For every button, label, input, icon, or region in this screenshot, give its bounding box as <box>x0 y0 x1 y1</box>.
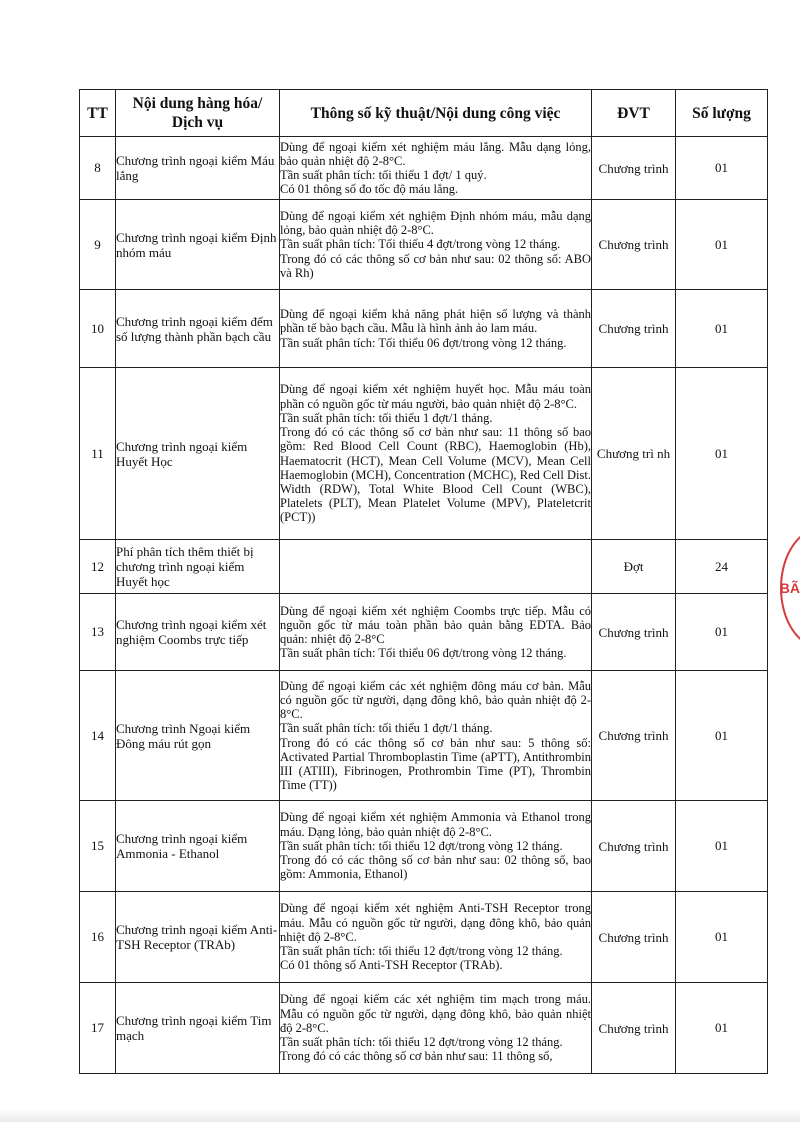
row-number: 10 <box>80 290 116 368</box>
table-row <box>80 368 768 540</box>
service-name: Chương trình ngoại kiểm Tim mạch <box>116 983 280 1074</box>
quantity-cell: 01 <box>676 594 768 671</box>
spec-line: Tần suất phân tích: tối thiểu 12 đợt/trong vòng 12 tháng. <box>280 1035 563 1050</box>
unit-cell: Chương trình <box>592 290 676 368</box>
spec-line: Dùng để ngoại kiểm xét nghiệm Coombs trực tiếp. Mẫu có nguồn gốc từ máu toàn phần bảo quản bằng EDTA. Bảo quản: nhiệt độ 2-8°C <box>280 603 591 646</box>
row-number: 11 <box>80 368 116 540</box>
unit-cell: Chương trình <box>592 801 676 892</box>
spec-line: Trong đó có các thông số cơ bản như sau: 5 thông số: Activated Partial Thromboplastin Time (aPTT), Antithrombin III (ATIII), Fibrinogen, Prothrombin Time (PT), Thrombin Time (TT)) <box>280 735 591 793</box>
row-number: 14 <box>80 671 116 801</box>
quantity-cell: 01 <box>676 368 768 540</box>
header-unit: ĐVT <box>592 90 676 137</box>
spec-line: Tần suất phân tích: tối thiểu 12 đợt/trong vòng 12 tháng. <box>280 944 563 959</box>
row-number: 8 <box>80 137 116 200</box>
specification-cell <box>280 892 592 983</box>
service-name: Chương trình ngoại kiểm xét nghiệm Coombs trực tiếp <box>116 594 280 671</box>
table-row <box>80 540 768 594</box>
spec-line: Tần suất phân tích: Tối thiểu 4 đợt/trong vòng 12 tháng. <box>280 237 561 252</box>
specification-cell <box>280 983 592 1074</box>
spec-line: Trong đó có các thông số cơ bản như sau: 11 thông số, <box>280 1049 553 1064</box>
specification-cell <box>280 594 592 671</box>
table-row <box>80 137 768 200</box>
quantity-cell: 01 <box>676 671 768 801</box>
spec-line: Trong đó có các thông số cơ bản như sau: 02 thông số, bao gồm: Ammonia, Ethanol) <box>280 853 591 882</box>
row-number: 15 <box>80 801 116 892</box>
service-name: Chương trình ngoại kiểm Ammonia - Ethanol <box>116 801 280 892</box>
row-number: 9 <box>80 200 116 290</box>
service-name: Chương trình ngoại kiểm Anti-TSH Receptor (TRAb) <box>116 892 280 983</box>
table-row <box>80 290 768 368</box>
spec-line: Dùng để ngoại kiểm xét nghiệm máu lắng. Mẫu dạng lỏng, bảo quản nhiệt độ 2-8°C. <box>280 139 591 168</box>
spec-line: Có 01 thông số Anti-TSH Receptor (TRAb). <box>280 958 503 973</box>
spec-line: Tần suất phân tích: tối thiểu 1 đợt/1 tháng. <box>280 721 493 736</box>
red-stamp-fragment <box>778 528 800 648</box>
quantity-cell: 01 <box>676 137 768 200</box>
spec-line: Tần suất phân tích: tối thiểu 1 đợt/1 tháng. <box>280 410 493 425</box>
specification-table <box>79 89 768 1074</box>
scan-edge <box>0 1108 800 1122</box>
table-body <box>80 137 768 1074</box>
specification-cell <box>280 200 592 290</box>
unit-cell: Chương trì nh <box>592 368 676 540</box>
table-header-row <box>80 90 768 137</box>
table-row <box>80 801 768 892</box>
table-row <box>80 594 768 671</box>
service-name: Chương trình Ngoại kiểm Đông máu rút gọn <box>116 671 280 801</box>
stamp-fragment-text: BÃ <box>779 580 800 596</box>
spec-line: Dùng để ngoại kiểm khả năng phát hiện số lượng và thành phần tế bào bạch cầu. Mẫu là hình ảnh ảo lam máu. <box>280 307 591 336</box>
header-spec: Thông số kỹ thuật/Nội dung công việc <box>280 90 592 137</box>
table-row <box>80 892 768 983</box>
quantity-cell: 24 <box>676 540 768 594</box>
spec-line: Dùng để ngoại kiểm xét nghiệm Anti-TSH Receptor trong máu. Mẫu có nguồn gốc từ người, dạng đông khô, bảo quản nhiệt độ 2-8°C. <box>280 901 591 944</box>
service-name: Chương trình ngoại kiểm Huyết Học <box>116 368 280 540</box>
unit-cell: Chương trình <box>592 594 676 671</box>
unit-cell: Chương trình <box>592 200 676 290</box>
specification-cell <box>280 801 592 892</box>
row-number: 13 <box>80 594 116 671</box>
specification-cell <box>280 368 592 540</box>
specification-cell <box>280 137 592 200</box>
unit-cell: Chương trình <box>592 137 676 200</box>
quantity-cell: 01 <box>676 200 768 290</box>
spec-line: Tần suất phân tích: tối thiểu 12 đợt/trong vòng 12 tháng. <box>280 838 563 853</box>
spec-line: Trong đó có các thông số cơ bản như sau: 02 thông số: ABO và Rh) <box>280 251 591 280</box>
service-name: Chương trình ngoại kiểm đếm số lượng thành phần bạch cầu <box>116 290 280 368</box>
spec-line: Dùng để ngoại kiểm xét nghiệm Ammonia và Ethanol trong máu. Dạng lỏng, bảo quản nhiệt độ 2-8°C. <box>280 810 591 839</box>
row-number: 12 <box>80 540 116 594</box>
spec-line: Tần suất phân tích: tối thiểu 1 đợt/ 1 quý. <box>280 168 487 182</box>
spec-line: Tần suất phân tích: Tối thiểu 06 đợt/trong vòng 12 tháng. <box>280 335 567 350</box>
spec-line: Dùng để ngoại kiểm các xét nghiệm tim mạch trong máu. Mẫu có nguồn gốc từ người, dạng đông khô, bảo quản nhiệt độ 2-8°C. <box>280 992 591 1035</box>
unit-cell: Đợt <box>592 540 676 594</box>
service-name: Chương trình ngoại kiểm Định nhóm máu <box>116 200 280 290</box>
quantity-cell: 01 <box>676 892 768 983</box>
spec-line: Có 01 thông số đo tốc độ máu lắng. <box>280 182 459 197</box>
header-qty: Số lượng <box>676 90 768 137</box>
spec-line: Dùng để ngoại kiểm xét nghiệm huyết học. Mẫu máu toàn phần có nguồn gốc từ máu người, bảo quản nhiệt độ 2-8°C. <box>280 382 591 411</box>
quantity-cell: 01 <box>676 290 768 368</box>
unit-cell: Chương trình <box>592 983 676 1074</box>
spec-line: Trong đó có các thông số cơ bản như sau: 11 thông số bao gồm: Red Blood Cell Count (RBC), Haemoglobin (Hb), Haematocrit (HCT), Mean Cell Volume (MCV), Mean Cell Haemoglobin (MCH), Concentration (MCHC), Red Cell Dist. Width (RDW), Total White Blood Cell Count (WBC), Platelets (PLT), Mean Platelet Volume (MPV), Plateletcrit (PCT)) <box>280 425 591 525</box>
unit-cell: Chương trình <box>592 892 676 983</box>
quantity-cell: 01 <box>676 983 768 1074</box>
row-number: 16 <box>80 892 116 983</box>
specification-cell <box>280 540 592 594</box>
spec-line: Tần suất phân tích: Tối thiểu 06 đợt/trong vòng 12 tháng. <box>280 646 567 661</box>
table-row <box>80 200 768 290</box>
quantity-cell: 01 <box>676 801 768 892</box>
specification-cell <box>280 290 592 368</box>
spec-line: Dùng để ngoại kiểm các xét nghiệm đông máu cơ bản. Mẫu có nguồn gốc từ người, dạng đông khô, bảo quản nhiệt độ 2-8°C. <box>280 678 591 722</box>
service-name: Phí phân tích thêm thiết bị chương trình ngoại kiểm Huyết học <box>116 540 280 594</box>
specification-cell <box>280 671 592 801</box>
table-row <box>80 671 768 801</box>
header-tt: TT <box>80 90 116 137</box>
service-name: Chương trình ngoại kiểm Máu lắng <box>116 137 280 200</box>
table-row <box>80 983 768 1074</box>
spec-line: Dùng để ngoại kiểm xét nghiệm Định nhóm máu, mẫu dạng lỏng, bảo quản nhiệt độ 2-8°C. <box>280 208 591 238</box>
header-service: Nội dung hàng hóa/ Dịch vụ <box>116 90 280 137</box>
row-number: 17 <box>80 983 116 1074</box>
unit-cell: Chương trình <box>592 671 676 801</box>
